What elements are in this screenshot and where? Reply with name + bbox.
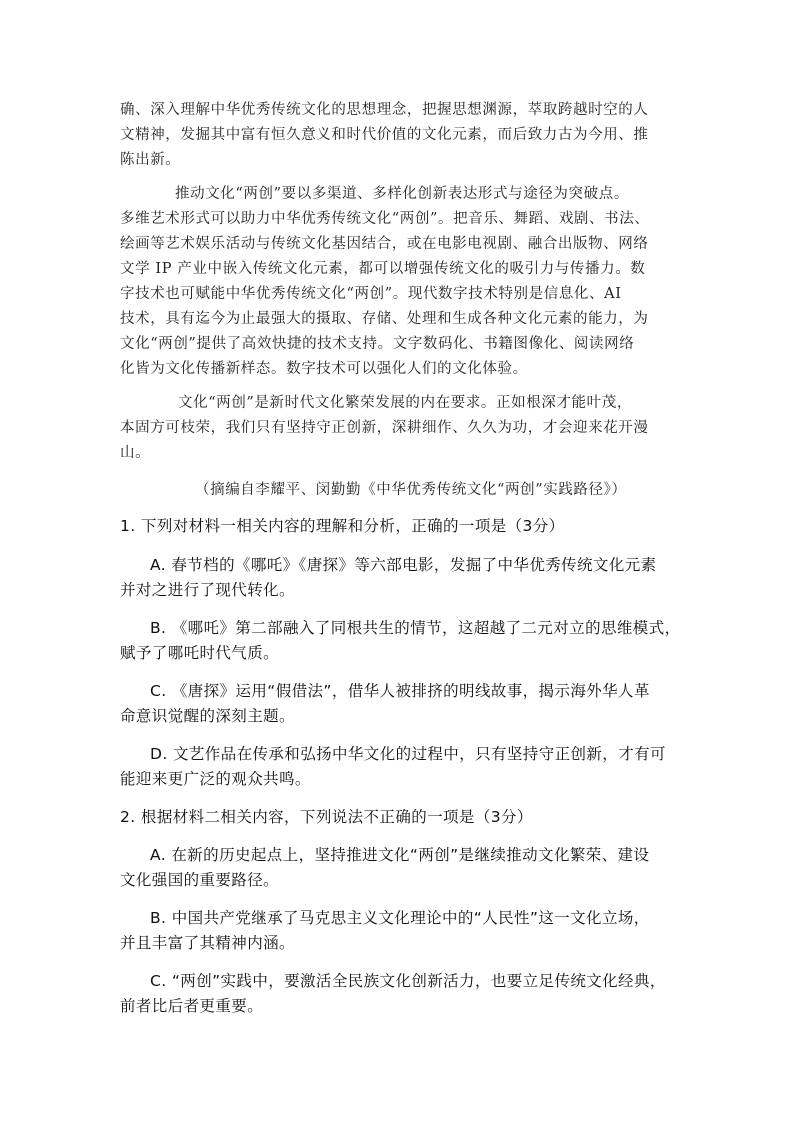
question-1-option-b-line-2: 赋予了哪吒时代气质。 xyxy=(120,644,280,662)
question-2-option-b-line-2: 并且丰富了其精神内涵。 xyxy=(120,934,295,952)
question-1-option-b-line-1: B. 《哪吒》第二部融入了同根共生的情节，这超越了二元对立的思维模式， xyxy=(150,619,681,637)
passage-p1-line-2: 文精神，发掘其中富有恒久意义和时代价值的文化元素，而后致力古为今用、推 xyxy=(120,127,649,143)
passage-p2-line-3: 绘画等艺术娱乐活动与传统文化基因结合，或在电影电视剧、融合出版物、网络 xyxy=(120,236,649,252)
passage-p2-line-7: 文化“两创”提供了高效快捷的技术支持。文字数码化、书籍图像化、阅读网络 xyxy=(120,336,635,352)
passage-p1-line-3: 陈出新。 xyxy=(120,152,181,168)
passage-p2-line-2: 多维艺术形式可以助力中华优秀传统文化“两创”。把音乐、舞蹈、戏剧、书法、 xyxy=(120,211,650,227)
question-2-option-b-line-1: B. 中国共产党继承了马克思主义文化理论中的“人民性”这一文化立场， xyxy=(150,909,650,927)
passage-p3-line-3: 山。 xyxy=(120,445,151,461)
question-2-option-c-line-2: 前者比后者更重要。 xyxy=(120,997,264,1015)
passage-p1-line-1: 确、深入理解中华优秀传统文化的思想理念，把握思想渊源，萃取跨越时空的人 xyxy=(120,102,649,118)
question-1-stem: 1. 下列对材料一相关内容的理解和分析，正确的一项是（3分） xyxy=(120,517,565,535)
question-1-option-a-line-1: A. 春节档的《哪吒》《唐探》等六部电影，发掘了中华优秀传统文化元素 xyxy=(150,556,657,574)
question-2-option-a-line-1: A. 在新的历史起点上，坚持推进文化“两创”是继续推动文化繁荣、建设 xyxy=(150,846,650,864)
passage-p2-line-4: 文学 IP 产业中嵌入传统文化元素，都可以增强传统文化的吸引力与传播力。数 xyxy=(120,261,646,277)
question-1-option-c-line-2: 命意识觉醒的深刻主题。 xyxy=(120,707,295,725)
question-1-option-c-line-1: C. 《唐探》运用“假借法”，借华人被排挤的明线故事，揭示海外华人革 xyxy=(150,682,650,700)
passage-p2-line-6: 技术，具有迄今为止最强大的摄取、存储、处理和生成各种文化元素的能力，为 xyxy=(120,311,649,327)
question-2-option-a-line-2: 文化强国的重要路径。 xyxy=(120,871,280,889)
question-1-option-d-line-1: D. 文艺作品在传承和弘扬中华文化的过程中，只有坚持守正创新，才有可 xyxy=(150,745,666,763)
passage-p2-line-1: 推动文化“两创”要以多渠道、多样化创新表达形式与途径为突破点。 xyxy=(175,186,629,202)
question-2-option-c-line-1: C. “两创”实践中，要激活全民族文化创新活力，也要立足传统文化经典， xyxy=(150,972,666,990)
question-1-option-a-line-2: 并对之进行了现代转化。 xyxy=(120,581,295,599)
passage-p2-line-8: 化皆为文化传播新样态。数字技术可以强化人们的文化体验。 xyxy=(120,361,528,377)
passage-p3-line-1: 文化“两创”是新时代文化繁荣发展的内在要求。正如根深才能叶茂， xyxy=(178,395,632,411)
passage-p3-line-2: 本固方可枝荣，我们只有坚持守正创新，深耕细作、久久为功，才会迎来花开漫 xyxy=(120,420,649,436)
question-1-option-d-line-2: 能迎来更广泛的观众共鸣。 xyxy=(120,770,311,788)
passage-source: （摘编自李耀平、闵勤勤《中华优秀传统文化“两创”实践路径》） xyxy=(195,482,627,498)
question-2-stem: 2. 根据材料二相关内容，下列说法不正确的一项是（3分） xyxy=(120,808,533,826)
passage-p2-line-5: 字技术也可赋能中华优秀传统文化“两创”。现代数字技术特别是信息化、AI xyxy=(120,286,622,302)
